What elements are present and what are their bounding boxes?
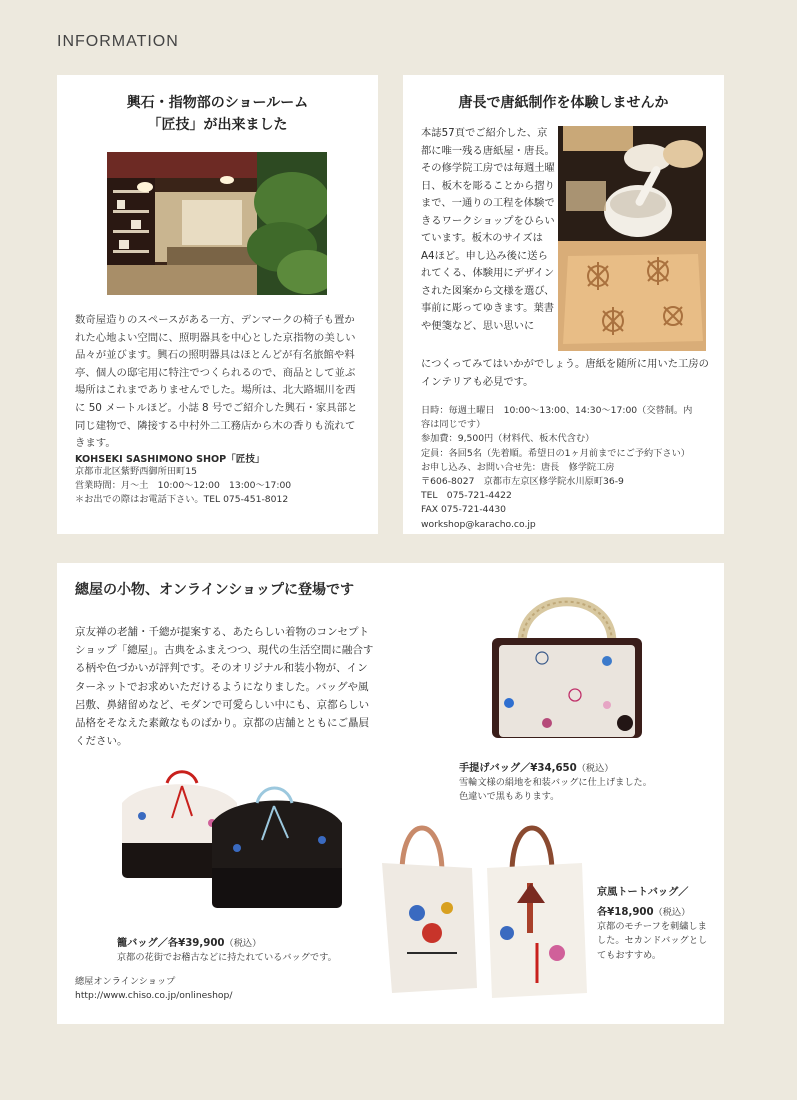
- karacho-email[interactable]: workshop@karacho.co.jp: [421, 518, 536, 530]
- karacho-info-line: 容は同じです）: [421, 419, 486, 431]
- basket-bags-price: 籠バッグ／各¥39,900: [117, 938, 225, 949]
- tote-bags-tax: （税込）: [653, 907, 691, 918]
- showroom-shop-info: [75, 451, 370, 508]
- showroom-shop-name: KOHSEKI SASHIMONO SHOP「匠技」: [75, 454, 265, 465]
- showroom-description: 数奇屋造りのスペースがある一方、デンマークの椅子も置かれた心地よい空間に、照明器具を中心とした京指物の美しい品々が並びます。興石の照明器具はほとんどが有名旅館や料亭、個人の邸宅用に特注でつくられるので、商品として並ぶ場所はこれまでありませんでした。場所は、北大路堀川を西に 50 メートルほど。小誌 8 号でご紹介した興石・家具部と同じ建物で、隣接する中村外二工務店から木の香りも流れてきます。: [75, 314, 358, 450]
- karacho-info-line: 日時：毎週土曜日 10:00〜13:00、14:30〜17:00（交替制。内: [421, 405, 693, 416]
- handbag-caption: [459, 756, 699, 805]
- karacho-title: 唐長で唐紙制作を体験しませんか: [458, 95, 669, 111]
- showroom-shop-address: 京都市北区紫野西御所田町15: [75, 466, 197, 477]
- showroom-title-line1: 興石・指物部のショールーム: [126, 95, 309, 111]
- chiso-description: 京友禅の老舗・千總が提案する、あたらしい着物のコンセプトショップ「總屋」。古典をふまえつつ、現代の生活空間に融合する柄や色づかいが評判です。そのオリジナル和装小物が、インターネットでお求めいただけるようになりました。バッグや風呂敷、鼻緒留めなど、モダンで可愛らしい中にも、京都らしい品格をそなえた素敵なものばかり。京都の店舗とともにご贔屓ください。: [75, 626, 374, 748]
- karacho-info-line: 〒606-8027 京都市左京区修学院水川原町36-9: [421, 476, 624, 488]
- tote-bags-price: 各¥18,900: [597, 907, 654, 918]
- showroom-shop-hours: 営業時間：月〜土 10:00〜12:00 13:00〜17:00: [75, 480, 292, 492]
- tote-bags-desc: 京都のモチーフを刺繍しました。セカンドバッグとしてもおすすめ。: [597, 921, 708, 961]
- handbag-price: 手提げバッグ／¥34,650: [459, 763, 577, 774]
- handbag-photo: [487, 583, 647, 753]
- karacho-info-line: 定員：各回5名（先着順。希望日の1ヶ月前までにご予約下さい）: [421, 447, 690, 459]
- karacho-photo: [558, 126, 706, 351]
- tote-bags-title: 京風トートバッグ／: [597, 887, 689, 898]
- online-shop-info: [75, 975, 375, 1003]
- karacho-info-line: お申し込み、お問い合せ先：唐長 修学院工房: [421, 461, 615, 473]
- showroom-shop-note: ＊お出での際はお電話下さい。TEL 075-451-8012: [75, 494, 289, 506]
- tote-bags-caption: [597, 885, 712, 963]
- showroom-title: [57, 92, 378, 136]
- chiso-title: 總屋の小物、オンラインショップに登場です: [75, 582, 354, 598]
- showroom-article: [57, 75, 378, 534]
- karacho-info-line: TEL 075-721-4422: [421, 490, 512, 502]
- karacho-article: [403, 75, 724, 534]
- online-shop-url[interactable]: http://www.chiso.co.jp/onlineshop/: [75, 990, 233, 1002]
- karacho-info-line: FAX 075-721-4430: [421, 504, 507, 516]
- showroom-title-line2: 「匠技」が出来ました: [147, 117, 288, 133]
- online-shop-name: 總屋オンラインショップ: [75, 976, 176, 987]
- basket-bags-desc: 京都の花街でお稽古などに持たれているバッグです。: [117, 952, 337, 964]
- handbag-desc-line: 色違いで黒もあります。: [459, 791, 560, 803]
- karacho-description: 本誌57頁でご紹介した、京都に唯一残る唐紙屋・唐長。その修学院工房では毎週土曜日、板木を彫ることから摺りまで、一通りの工程を体験できるワークショップをひらいています。板木のサイズはA4ほど。申し込み後に送られてくる、体験用にデザインされた図案から文様を選び、事前に彫ってゆきます。葉書や便箋など、思い思いに: [421, 127, 555, 332]
- basket-bags-photo: [112, 768, 352, 918]
- handbag-tax: （税込）: [576, 763, 614, 774]
- basket-bags-caption: [117, 931, 417, 965]
- handbag-desc-line: 雪輪文様の絹地を和装バッグに仕上げました。: [459, 777, 652, 789]
- section-header: INFORMATION: [57, 33, 179, 50]
- karacho-info-line: 参加費：9,500円（材料代、板木代含む）: [421, 433, 595, 445]
- tote-bags-photo: [377, 813, 597, 1003]
- karacho-description-continued: につくってみてはいかがでしょう。唐紙を随所に用いた工房のインテリアも必見です。: [421, 358, 709, 388]
- karacho-info: [421, 404, 721, 532]
- chiso-article: [57, 563, 724, 1024]
- basket-bags-tax: （税込）: [224, 938, 262, 949]
- showroom-photo: [107, 152, 327, 295]
